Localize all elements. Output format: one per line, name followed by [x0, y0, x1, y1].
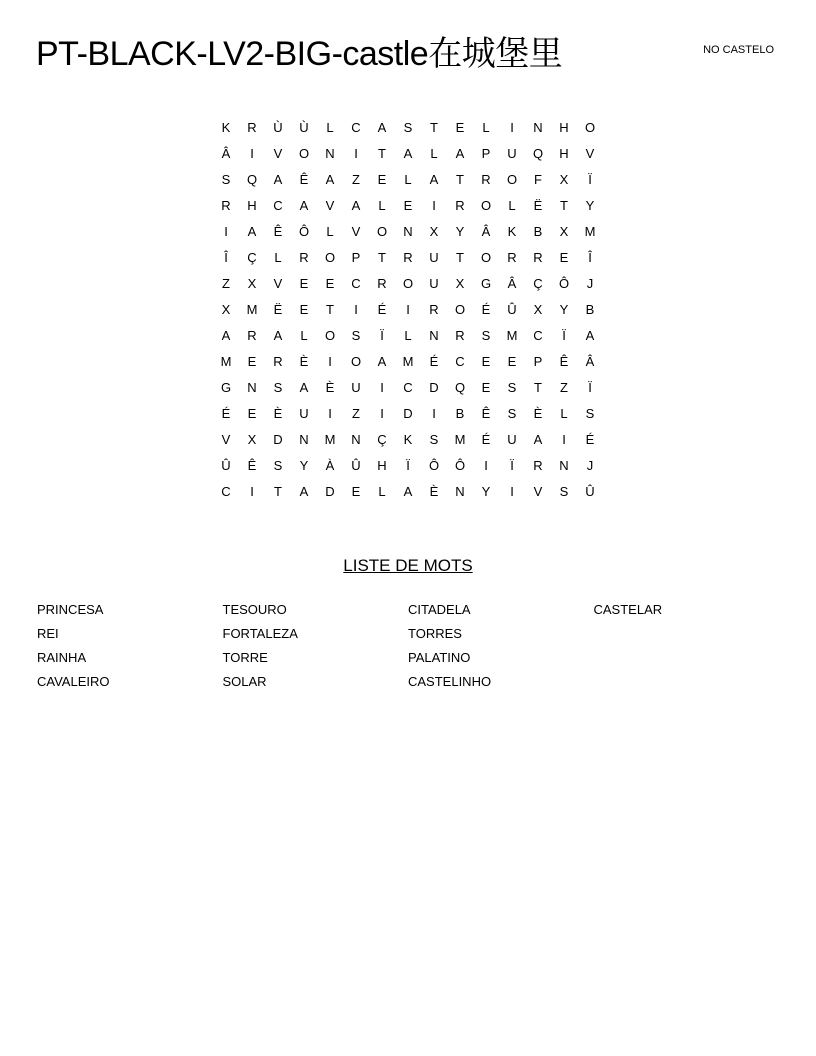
grid-letter: U — [507, 432, 517, 447]
grid-letter: O — [376, 224, 388, 239]
grid-letter: R — [377, 276, 387, 291]
grid-letter: X — [247, 432, 257, 447]
grid-letter: I — [328, 406, 332, 421]
grid-letter: Ù — [273, 120, 283, 135]
grid-letter: I — [250, 146, 254, 161]
grid-letter: S — [429, 432, 439, 447]
word-list-item: CITADELA — [408, 602, 471, 617]
grid-letter: A — [299, 484, 309, 499]
grid-letter: N — [533, 120, 543, 135]
grid-letter: V — [325, 198, 335, 213]
grid-letter: T — [274, 484, 282, 499]
grid-letter: C — [533, 328, 543, 343]
word-list-item: CASTELINHO — [408, 674, 492, 689]
grid-letter: Ç — [533, 276, 543, 291]
grid-letter: Î — [224, 250, 228, 265]
grid-letter: N — [325, 146, 335, 161]
grid-letter: F — [534, 172, 542, 187]
grid-letter: Q — [532, 146, 544, 161]
grid-letter: O — [454, 302, 466, 317]
grid-letter: I — [432, 198, 436, 213]
grid-letter: Ï — [588, 172, 592, 187]
grid-letter: I — [380, 380, 384, 395]
grid-letter: È — [429, 484, 439, 499]
grid-letter: N — [351, 432, 361, 447]
grid-letter: È — [299, 354, 309, 369]
grid-letter: Â — [481, 224, 491, 239]
grid-letter: R — [247, 328, 257, 343]
grid-letter: I — [380, 406, 384, 421]
grid-letter: O — [350, 354, 362, 369]
grid-letter: I — [250, 484, 254, 499]
word-list — [37, 598, 779, 694]
grid-letter: K — [507, 224, 517, 239]
grid-letter: E — [481, 354, 491, 369]
grid-letter: C — [455, 354, 465, 369]
grid-letter: B — [533, 224, 543, 239]
word-list-empty-slot — [594, 646, 780, 670]
grid-letter: U — [351, 380, 361, 395]
grid-letter: Y — [559, 302, 569, 317]
grid-letter: D — [325, 484, 335, 499]
grid-letter: S — [507, 406, 517, 421]
grid-letter: L — [404, 172, 412, 187]
grid-letter: X — [559, 172, 569, 187]
grid-letter: D — [273, 432, 283, 447]
word-list-item: TORRES — [408, 626, 462, 641]
grid-letter: L — [482, 120, 490, 135]
grid-letter: A — [429, 172, 439, 187]
grid-letter: D — [429, 380, 439, 395]
grid-letter: R — [533, 458, 543, 473]
grid-letter: U — [429, 250, 439, 265]
grid-letter: N — [455, 484, 465, 499]
grid-letter: E — [299, 276, 309, 291]
grid-letter: O — [324, 250, 336, 265]
grid-letter: T — [534, 380, 542, 395]
grid-letter: S — [507, 380, 517, 395]
grid-letter: T — [456, 250, 464, 265]
grid-letter: P — [481, 146, 491, 161]
grid-letter: M — [584, 224, 596, 239]
grid-letter: L — [430, 146, 438, 161]
grid-letter: I — [406, 302, 410, 317]
grid-letter: I — [354, 146, 358, 161]
grid-letter: É — [429, 354, 439, 369]
grid-letter: E — [507, 354, 517, 369]
grid-letter: A — [533, 432, 543, 447]
grid-letter: Ô — [558, 276, 570, 291]
grid-letter: E — [325, 276, 335, 291]
grid-letter: Û — [351, 458, 361, 473]
grid-letter: Q — [454, 380, 466, 395]
grid-letter: Y — [585, 198, 595, 213]
grid-letter: Ê — [273, 224, 283, 239]
grid-letter: B — [585, 302, 595, 317]
grid-letter: Ê — [481, 406, 491, 421]
grid-letter: X — [559, 224, 569, 239]
grid-letter: È — [533, 406, 543, 421]
grid-letter: I — [432, 406, 436, 421]
word-list-item: REI — [37, 626, 59, 641]
grid-letter: R — [273, 354, 283, 369]
grid-letter: A — [325, 172, 335, 187]
grid-letter: Q — [246, 172, 258, 187]
grid-letter: A — [273, 172, 283, 187]
grid-letter: S — [273, 380, 283, 395]
grid-letter: D — [403, 406, 413, 421]
grid-letter: É — [481, 432, 491, 447]
word-list-heading-container — [0, 555, 816, 577]
grid-letter: È — [273, 406, 283, 421]
grid-letter: M — [246, 302, 258, 317]
grid-letter: P — [351, 250, 361, 265]
grid-letter: N — [247, 380, 257, 395]
grid-letter: A — [247, 224, 257, 239]
grid-letter: Y — [481, 484, 491, 499]
grid-letter: R — [533, 250, 543, 265]
grid-letter: O — [402, 276, 414, 291]
grid-letter: Ë — [533, 198, 543, 213]
grid-letter: U — [429, 276, 439, 291]
grid-letter: C — [351, 276, 361, 291]
grid-letter: R — [481, 172, 491, 187]
grid-letter: H — [377, 458, 387, 473]
grid-letter: I — [328, 354, 332, 369]
grid-letter: X — [533, 302, 543, 317]
grid-letter: E — [455, 120, 465, 135]
grid-letter: V — [221, 432, 231, 447]
grid-letter: I — [510, 484, 514, 499]
word-list-item: PALATINO — [408, 650, 471, 665]
word-list-empty-slot — [594, 670, 780, 694]
grid-letter: P — [533, 354, 543, 369]
grid-letter: M — [220, 354, 232, 369]
word-list-item: TESOURO — [222, 602, 287, 617]
grid-letter: H — [559, 120, 569, 135]
grid-letter: S — [481, 328, 491, 343]
word-list-item: FORTALEZA — [222, 626, 298, 641]
grid-letter: Z — [352, 172, 360, 187]
grid-letter: O — [298, 146, 310, 161]
grid-letter: V — [351, 224, 361, 239]
grid-letter: Ï — [510, 458, 514, 473]
grid-letter: R — [455, 328, 465, 343]
grid-letter: T — [456, 172, 464, 187]
grid-letter: Ë — [273, 302, 283, 317]
grid-letter: I — [510, 120, 514, 135]
grid-letter: Ç — [377, 432, 387, 447]
grid-letter: M — [402, 354, 414, 369]
page-title: PT-BLACK-LV2-BIG-castle在城堡里 — [36, 35, 563, 73]
grid-letter: E — [247, 406, 257, 421]
grid-letter: À — [325, 458, 335, 473]
grid-letter: M — [454, 432, 466, 447]
grid-letter: Û — [507, 302, 517, 317]
word-list-empty-slot — [594, 622, 780, 646]
word-list-item: PRINCESA — [37, 602, 104, 617]
grid-letter: E — [299, 302, 309, 317]
grid-letter: Ê — [247, 458, 257, 473]
grid-letter: E — [559, 250, 569, 265]
grid-letter: L — [274, 250, 282, 265]
grid-letter: O — [506, 172, 518, 187]
grid-letter: O — [584, 120, 596, 135]
grid-letter: V — [585, 146, 595, 161]
grid-letter: R — [455, 198, 465, 213]
grid-letter: È — [325, 380, 335, 395]
grid-letter: Ï — [588, 380, 592, 395]
grid-letter: A — [221, 328, 231, 343]
grid-letter: S — [585, 406, 595, 421]
grid-letter: M — [324, 432, 336, 447]
grid-letter: É — [221, 406, 231, 421]
grid-letter: N — [429, 328, 439, 343]
grid-letter: C — [221, 484, 231, 499]
grid-letter: Z — [222, 276, 230, 291]
grid-letter: Y — [299, 458, 309, 473]
grid-letter: S — [351, 328, 361, 343]
grid-letter: I — [354, 302, 358, 317]
grid-letter: E — [481, 380, 491, 395]
grid-letter: L — [378, 484, 386, 499]
grid-letter: C — [403, 380, 413, 395]
grid-letter: B — [455, 406, 465, 421]
grid-letter: R — [403, 250, 413, 265]
grid-letter: K — [221, 120, 231, 135]
grid-letter: I — [562, 432, 566, 447]
grid-letter: Â — [221, 146, 231, 161]
grid-letter: Ê — [559, 354, 569, 369]
grid-letter: V — [273, 276, 283, 291]
grid-letter: C — [273, 198, 283, 213]
grid-letter: L — [404, 328, 412, 343]
grid-letter: A — [377, 120, 387, 135]
grid-letter: Î — [588, 250, 592, 265]
grid-letter: Z — [560, 380, 568, 395]
grid-letter: O — [324, 328, 336, 343]
grid-letter: Â — [507, 276, 517, 291]
grid-letter: H — [559, 146, 569, 161]
grid-letter: Ù — [299, 120, 309, 135]
grid-letter: X — [455, 276, 465, 291]
grid-letter: Ê — [299, 172, 309, 187]
grid-letter: Ô — [428, 458, 440, 473]
grid-letter: R — [221, 198, 231, 213]
grid-letter: J — [586, 276, 594, 291]
grid-letter: N — [299, 432, 309, 447]
grid-letter: Y — [455, 224, 465, 239]
grid-letter: O — [480, 198, 492, 213]
grid-letter: X — [247, 276, 257, 291]
grid-letter: Ç — [247, 250, 257, 265]
grid-letter: Ï — [562, 328, 566, 343]
grid-letter: V — [533, 484, 543, 499]
grid-letter: O — [480, 250, 492, 265]
grid-letter: É — [377, 302, 387, 317]
grid-letter: Ï — [380, 328, 384, 343]
grid-letter: L — [378, 198, 386, 213]
grid-letter: A — [351, 198, 361, 213]
grid-letter: Â — [585, 354, 595, 369]
grid-letter: Ô — [454, 458, 466, 473]
grid-letter: M — [506, 328, 518, 343]
grid-letter: L — [326, 120, 334, 135]
word-list-item: RAINHA — [37, 650, 87, 665]
grid-letter: É — [585, 432, 595, 447]
grid-letter: A — [455, 146, 465, 161]
grid-letter: E — [403, 198, 413, 213]
grid-letter: G — [220, 380, 232, 395]
word-list-heading: LISTE DE MOTS — [343, 556, 473, 575]
grid-letter: Û — [585, 484, 595, 499]
grid-letter: E — [247, 354, 257, 369]
grid-letter: J — [586, 458, 594, 473]
grid-letter: Û — [221, 458, 231, 473]
grid-letter: L — [300, 328, 308, 343]
grid-letter: Z — [352, 406, 360, 421]
grid-letter: H — [247, 198, 257, 213]
grid-letter: L — [508, 198, 516, 213]
grid-letter: É — [481, 302, 491, 317]
grid-letter: E — [377, 172, 387, 187]
grid-letter: Ï — [406, 458, 410, 473]
grid-letter: N — [403, 224, 413, 239]
grid-letter: R — [429, 302, 439, 317]
grid-letter: C — [351, 120, 361, 135]
word-list-item: TORRE — [222, 650, 268, 665]
page-subtitle: NO CASTELO — [703, 44, 774, 56]
grid-letter: A — [273, 328, 283, 343]
word-list-item: CASTELAR — [593, 602, 663, 617]
grid-letter: T — [560, 198, 568, 213]
grid-letter: Ô — [298, 224, 310, 239]
grid-letter: X — [429, 224, 439, 239]
grid-letter: I — [224, 224, 228, 239]
grid-letter: S — [559, 484, 569, 499]
grid-letter: N — [559, 458, 569, 473]
grid-letter: A — [403, 484, 413, 499]
word-search-grid — [213, 115, 603, 505]
grid-letter: R — [507, 250, 517, 265]
grid-letter: X — [221, 302, 231, 317]
grid-letter: R — [247, 120, 257, 135]
grid-letter: R — [299, 250, 309, 265]
grid-letter: S — [221, 172, 231, 187]
grid-letter: T — [430, 120, 438, 135]
grid-letter: L — [326, 224, 334, 239]
grid-letter: E — [351, 484, 361, 499]
grid-letter: A — [403, 146, 413, 161]
grid-letter: V — [273, 146, 283, 161]
grid-letter: S — [403, 120, 413, 135]
grid-letter: A — [299, 380, 309, 395]
grid-letter: U — [299, 406, 309, 421]
grid-letter: A — [585, 328, 595, 343]
grid-letter: T — [326, 302, 334, 317]
grid-letter: A — [377, 354, 387, 369]
grid-letter: L — [560, 406, 568, 421]
grid-letter: S — [273, 458, 283, 473]
grid-letter: K — [403, 432, 413, 447]
word-list-item: CAVALEIRO — [37, 674, 110, 689]
grid-letter: A — [299, 198, 309, 213]
grid-letter: T — [378, 146, 386, 161]
word-list-item: SOLAR — [222, 674, 267, 689]
grid-letter: G — [480, 276, 492, 291]
grid-letter: U — [507, 146, 517, 161]
grid-letter: T — [378, 250, 386, 265]
grid-letter: I — [484, 458, 488, 473]
